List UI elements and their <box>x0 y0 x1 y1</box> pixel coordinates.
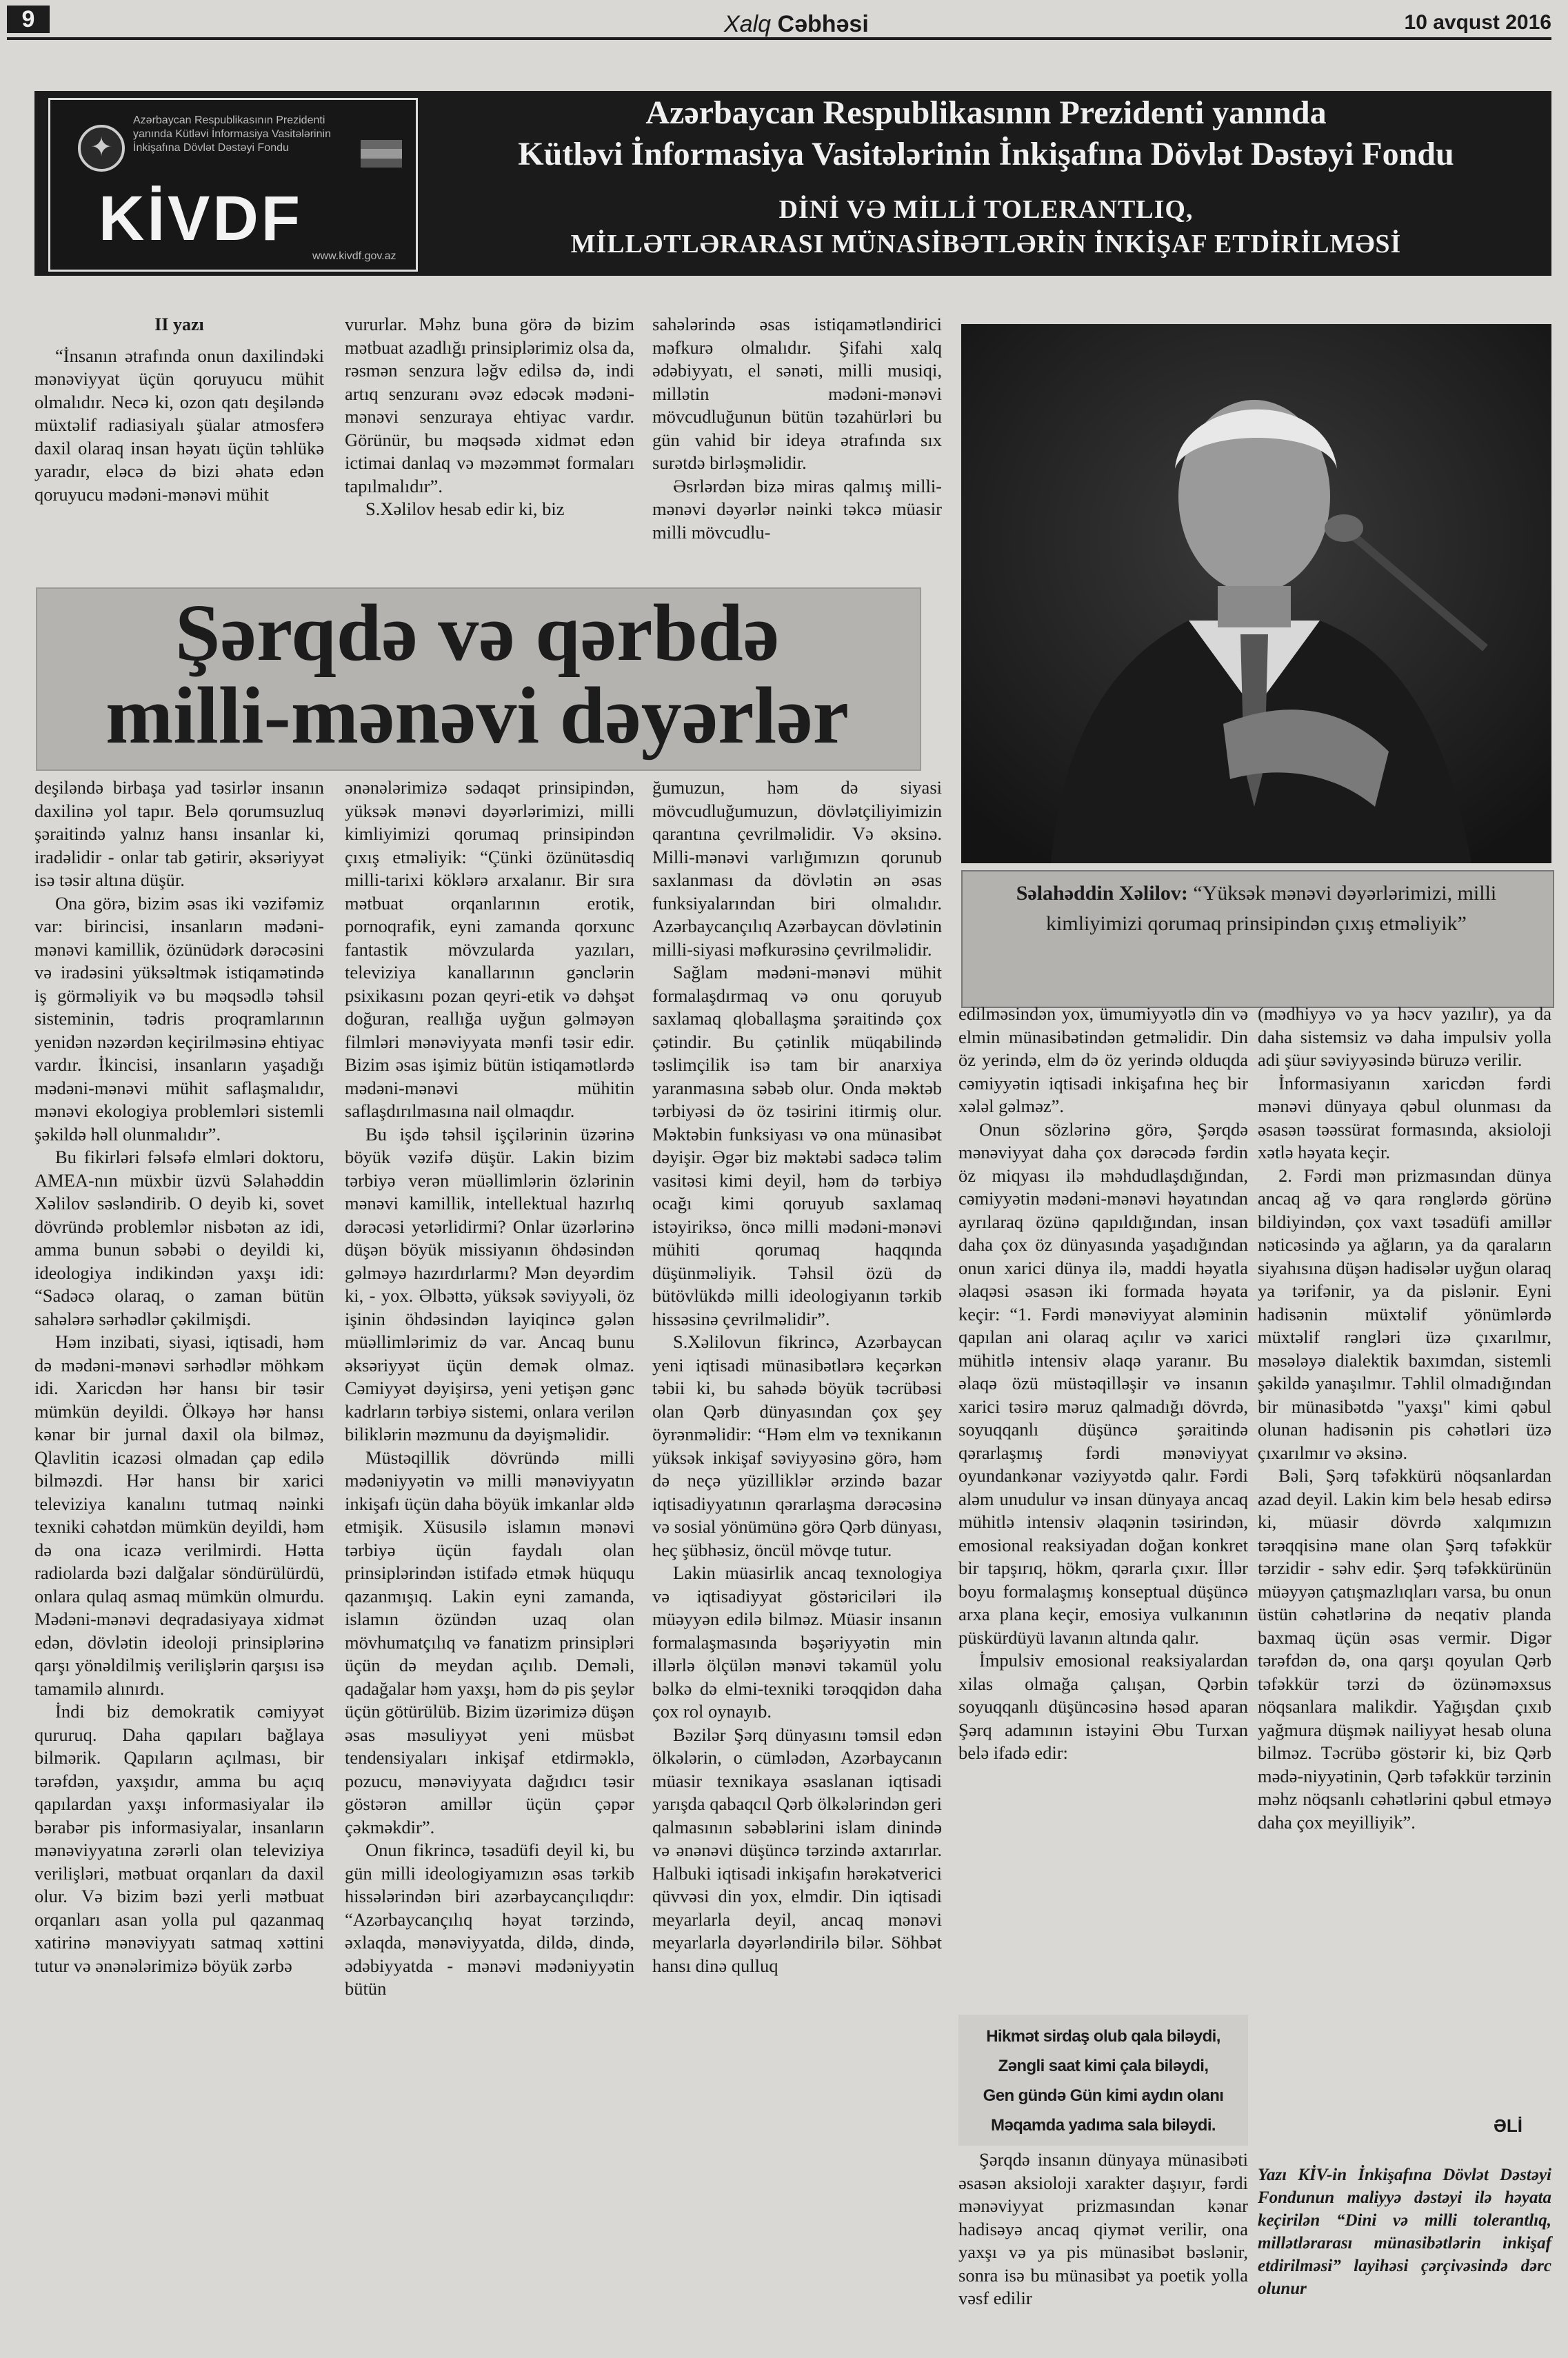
speaker-illustration <box>961 324 1551 863</box>
poem-quote: Hikmət sirdaş olub qala biləydi, Zəngli saat kimi çala biləydi, Gen gündə Gün kimi aydın olanı Məqamda yadıma sala biləydi. <box>983 2027 1224 2135</box>
column-3 <box>652 776 942 1977</box>
banner-line-2: Kütləvi İnformasiya Vasitələrinin İnkişafına Dövlət Dəstəyi Fondu <box>518 136 1454 172</box>
paragraph: Onun sözlərinə görə, Şərqdə mənəviyyat daha çox dərəcədə fərdin öz miqyası ilə məhdudlaşdığından, cəmiyyətin mədəni-mənəvi həyatından ayrılaraq özünə qapıldığından, insan daha çox öz dünyasında yaşadığından onun xarici dünya ilə, maddi həyatla əlaqəsi əsasən iki formada həyata keçir: “1. Fərdi mənəviyyat aləminin qapılan ani olaraq açılır və xarici mühitlə intensiv əlaqə yaranır. Bu əlaqə özü müstəqilləşir və insanın xarici təsirə məruz qalmadığı dövrdə, soyuqqanlı düşüncə şəraitində qərarlaşmış fərdi mənəviyyat oyundankənar vəziyyətdə qalır. Fərdi aləm unudulur və insan dünyaya ancaq mühitlə intensiv əlaqənin təsirindən, emosional reaksiyadan doğan konkret bir tapşırıq, hökm, qərarla çıxır. İllər boyu formalaşmış konseptual düşüncə arxa plana keçir, emosiya vulkanının püskürdüyü lavanın altında qalır. <box>958 1118 1248 1648</box>
paragraph: Onun fikrincə, təsadüfi deyil ki, bu gün milli ideologiyamızın əsas tərkib hissələrindən biri azərbaycançılıqdır: “Azərbaycançılıq həyat tərzində, əxlaqda, mənəviyyatda, dildə, dində, ədəbiyyatda - mənəvi mədəniyyətin bütün <box>345 1840 634 1999</box>
part-label: II yazı <box>154 314 204 334</box>
paragraph: “İnsanın ətrafında onun daxilindəki mənəviyyat üçün qoruyucu mühit olmalıdır. Necə ki, ozon qatı deşiləndə müxtəlif radiasiyalı şüalar atmosferə daxil olaraq insan həyatı üçün təhlükə yaradır, eləcə də bizi əhatə edən qoruyucu mədəni-mənəvi mühit <box>34 345 324 505</box>
paragraph: (mədhiyyə və ya həcv yazılır), ya da daha sistemsiz və daha impulsiv yolla adi şüur səviyyəsində büruzə verilir. <box>1258 1003 1551 1070</box>
column-2-top <box>345 313 634 521</box>
paragraph: Bəli, Şərq təfəkkürü nöqsanlardan azad deyil. Lakin kim belə hesab edirsə ki, müasir dövrdə xalqımızın tərəqqisinə mane olan Şərq təfəkkür tərzidir - səhv edir. Şərq təfəkkürünün müəyyən çatışmazlıqları varsa, bu onun üstün cəhətlərinə də neqativ planda baxmaq üçün əsas vermir. Digər tərəfdən də, ona qarşı qoyulan Qərb təfəkkür tərzi də özünəməxsus nöqsanlara malikdir. Yağışdan çıxıb yağmura düşmək nailiyyət hesab oluna bilməz. Təcrübə göstərir ki, biz Qərb mədə-niyyətinin, Qərb təfəkkür tərzinin məhz nöqsanlı cəhətlərini qəbul etməyə daha çox meyilliyik”. <box>1258 1465 1551 1833</box>
speaker-photo <box>961 324 1551 863</box>
paragraph: Bu işdə təhsil işçilərinin üzərinə böyük vəzifə düşür. Lakin bizim tərbiyə verən müəllimlərin özlərinin mənəvi kamillik, intellektual hazırlıq dərəcəsi yetərlidirmi? Onlar üzərlərinə düşən böyük missiyanın öhdəsindən gəlməyə hazırdırlarmı? Mən deyərdim ki, - yox. Əlbəttə, yüksək səviyyəli, öz işinin öhdəsindən layiqincə gələn müəllimlərimiz də var. Ancaq bunu əksəriyyət üçün demək olmaz. Cəmiyyət dəyişirsə, yeni yetişən gənc kadrların tərbiyə sistemi, onlara verilən biliklərin məzmunu da dəyişməlidir. <box>345 1123 634 1444</box>
paragraph: Sağlam mədəni-mənəvi mühit formalaşdırmaq və onu qoruyub saxlamaq qloballaşma şəraitində çox çətindir. Bu çətinlik müqabilində təslimçilik isə tam bir anarxiya yaranmasına səbəb olur. Onda məktəb tərbiyəsi də öz təsirini itirmiş olur. Məktəbin funksiyası və ona münasibət dəyişir. Əgər biz məktəbi sadəcə təlim vasitəsi kimi deyil, həm də tərbiyə ocağı kimi qoruyub saxlamaq istəyiriksə, öncə milli mədəni-mənəvi mühiti qorumaq haqqında düşünməliyik. Təhsil özü də bütövlükdə milli ideologiyanın tərkib hissəsinə çevrilməlidir”. <box>652 962 942 1329</box>
paragraph: Həm inzibati, siyasi, iqtisadi, həm də mədəni-mənəvi sərhədlər möhkəm idi. Xaricdən hər hansı bir təsir mümkün deyildi. Ölkəyə hər hansı kənar bir jurnal daxil ola bilməz, Qlavlitin icazəsi olmadan çap edilə bilməzdi. Hər hansı bir xarici televiziya kanalını tutmaq nəinki texniki cəhətdən mümkün deyildi, həm də ona icazə verilmirdi. Hətta radiolarda bəzi dalğalar söndürülürdü, onlara qulaq asmaq mümkün olmurdu. Mədəni-mənəvi deqradasiyaya xidmət edən, dövlətin ideoloji prinsiplərinə qarşı yönəldilmiş verilişlərin qarşısı isə tamamilə alınırdı. <box>34 1331 324 1699</box>
newspaper-title: Xalq Cəbhəsi <box>724 11 869 37</box>
paragraph: edilməsindən yox, ümumiyyətlə din və elmin münasibətindən getməlidir. Din öz yerində, elm də öz yerində olduqda cəmiyyətin iqtisadi inkişafına heç bir xələl gəlməz”. <box>958 1003 1248 1116</box>
paragraph: vururlar. Məhz buna görə də bizim mətbuat azadlığı prinsiplərimiz olsa da, rəsmən senzura ləğv edilsə də, indi artıq senzuranı əvəz edəcək mədəni-mənəvi senzuraya ehtiyac vardır. Görünür, bu məqsədə xidmət edən ictimai danlaq və məzəmmət formaları tapılmalıdır”. <box>345 314 634 496</box>
paragraph: sahələrində əsas istiqamətləndirici məfkurə olmalıdır. Şifahi xalq ədəbiyyatı, el sənəti, milli musiqi, millətin mədəni-mənəvi mövcudluğunun bütün təzahürləri bu gün vahid bir ideya ətrafında sıx surətdə birləşməlidir. <box>652 314 942 473</box>
page-number: 9 <box>7 6 50 33</box>
paragraph: ənənələrimizə sədaqət prinsipindən, yüksək mənəvi dəyərlərimizi, milli kimliyimizi qorumaq prinsipindən çıxış etməliyik: “Çünki özünütəsdiq milli-tarixi köklərə arxalanır. Bir sıra mətbuat orqanlarının erotik, pornoqrafik, eyni zamanda qorxunc fantastik mövzularda yazıları, televiziya kanallarının gənclərin psixikasını pozan qeyri-etik və dəhşət doğuran, reallığa uyğun gəlməyən filmləri mənəviyyata mənfi təsir edir. Bizim əsas işimiz bütün istiqamətlərdə mədəni-mənəvi mühitin saflaşdırılmasına nail olmaqdır. <box>345 777 634 1121</box>
paragraph: Lakin müasirlik ancaq texnologiya və iqtisadiyyat göstəriciləri ilə müəyyən edilə bilməz. Müasir insanın formalaşmasında bəşəriyyətin min illərlə ölçülən mənəvi təkamül yolu bəlkə də elmi-texniki tərəqqidən daha çox rol oynayıb. <box>652 1562 942 1722</box>
banner-line-3: DİNİ VƏ MİLLİ TOLERANTLIQ, <box>778 195 1194 224</box>
logo-url: www.kivdf.gov.az <box>312 250 396 262</box>
paragraph: ğumuzun, həm də siyasi mövcudluğumuzun, dövlətçiliyimizin qarantına çevrilməlidir. Və əksinə. Milli-mənəvi varlığımızın qorunub saxlanması da dövlətin ən əsas funksiyalarından biri olmalıdır. Azərbaycançılıq Azərbaycan dövlətinin milli-siyasi məfkurəsinə çevrilməlidir. <box>652 777 942 960</box>
project-footnote: Yazı KİV-in İnkişafına Dövlət Dəstəyi Fondunun maliyyə dəstəyi ilə həyata keçirilən “Dini və milli tolerantlıq, millətlərarası münasibətlərin inkişaf etdirilməsi” layihəsi çərçivəsində dərc olunur <box>1258 2166 1551 2298</box>
issue-date: 10 avqust 2016 <box>1404 11 1551 34</box>
paragraph: İmpulsiv emosional reaksiyalardan xilas olmağa çalışan, Qərbin soyuqqanlı düşüncəsinə həsəd aparan Şərq adamının istəyini Əbu Turxan belə ifadə edir: <box>958 1650 1248 1763</box>
paragraph: İnformasiyanın xaricdən fərdi mənəvi dünyaya qəbul olunması da əsasən təəssürat formasında, aksioloji xətlə həyata keçir. <box>1258 1072 1551 1162</box>
banner-line-4: MİLLƏTLƏRARASI MÜNASİBƏTLƏRİN İNKİŞAF ETDİRİLMƏSİ <box>570 230 1402 259</box>
paragraph: Əsrlərdən bizə miras qalmış milli-mənəvi dəyərlər nəinki təkcə müasir milli mövcudlu- <box>652 475 942 543</box>
column-3-top <box>652 313 942 544</box>
paragraph: S.Xəlilov hesab edir ki, biz <box>365 498 565 519</box>
column-4 <box>958 1002 1248 1765</box>
paragraph: Bəzilər Şərq dünyasını təmsil edən ölkələrin, o cümlədən, Azərbaycanın müasir texnikaya əsaslanan iqtisadi yarışda qabaqcıl Qərb ölkələrindən geri qalmasının səbəblərini islam dinində və ənənəvi düşüncə tərzində axtarırlar. Halbuki iqtisadi inkişafın hərəkətverici qüvvəsi din yox, elmdir. Din iqtisadi meyarlarla deyil, ancaq mənəvi meyarlarla dəyərləndirilə bilər. Söhbət hansı dinə qulluq <box>652 1724 942 1976</box>
photo-caption: Səlahəddin Xəlilov: “Yüksək mənəvi dəyərlərimizi, milli kimliyimizi qorumaq prinsipindən çıxış etməliyik” <box>1016 882 1497 935</box>
paragraph: Şərqdə insanın dünyaya münasibəti əsasən aksioloji xarakter daşıyır, fərdi mənəviyyat prizmasından kənar hadisəyə ancaq qiymət verilir, ona yaxşı və ya pis münasibət bəslənir, sonra isə bu münasibət ya poetik yolla vəsf edilir <box>958 2149 1248 2308</box>
state-emblem-icon <box>78 125 125 172</box>
banner-line-1: Azərbaycan Respublikasının Prezidenti yanında <box>645 94 1327 131</box>
logo-small-text: Azərbaycan Respublikasının Prezidenti yanında Kütləvi İnformasiya Vasitələrinin İnkişafına Dövlət Dəstəyi Fondu <box>133 114 331 154</box>
flag-icon <box>361 140 402 168</box>
column-1 <box>34 776 324 1977</box>
column-2 <box>345 776 634 2001</box>
author-signature: ƏLİ <box>1494 2115 1522 2136</box>
fund-banner <box>34 91 1551 276</box>
paragraph: Müstəqillik dövründə milli mədəniyyətin və milli mənəviyyatın inkişafı üçün daha böyük imkanlar əldə etmişik. Xüsusilə islamın mənəvi tərbiyə üçün faydalı olan prinsiplərindən istifadə etmək hüququ qazanmışıq. Lakin eyni zamanda, islamın özündən uzaq olan mövhumatçılıq və fanatizm prinsipləri üçün də meydan açılıb. Deməli, qadağalar həm yaxşı, həm də pis şeylər üçün götürülüb. Bizim üzərimizə düşən əsas məsuliyyət yeni müsbət tendensiyaları inkişaf etdirməklə, pozucu, mənəviyyata dağıdıcı təsir göstərən amillər üçün çəpər çəkməkdir”. <box>345 1447 634 1837</box>
paragraph: S.Xəlilovun fikrincə, Azərbaycan yeni iqtisadi münasibətlərə keçərkən təbii ki, bu sahədə böyük təcrübəsi olan Qərb dünyasından çox şey öyrənməlidir: “Həm elm və texnikanın yüksək inkişaf səviyyəsinə görə, həm də neçə yüzilliklər ərzində bazar iqtisadiyyatının qərarlaşma dərəcəsinə və sosial yönümünə görə Qərb dünyası, heç şübhəsiz, öncül mövqe tutur. <box>652 1331 942 1560</box>
kivdf-logo <box>48 98 418 272</box>
logo-wordmark: KİVDF <box>99 183 303 254</box>
paragraph: deşiləndə birbaşa yad təsirlər insanın daxilinə yol tapır. Belə qorumsuzluq şəraitində yalnız hansı insanlar ki, iradəlidir - onlar tab gətirir, əksəriyyət isə təsir altına düşür. <box>34 777 324 890</box>
paragraph: Ona görə, bizim əsas iki vəzifəmiz var: birincisi, insanların mədəni-mənəvi kamillik, özünüdərk dərəcəsini və iradəsini yüksəltmək istiqamətində iş görməliyik və bu məqsədlə təhsil sisteminin, tədris proqramlarının yenidən nəzərdən keçirilməsinə ehtiyac vardır. İkincisi, insanların yaşadığı mədəni-mənəvi mühit saflaşmalıdır, mənəvi ekologiya problemləri sistemli şəkildə həll olunmalıdır”. <box>34 892 324 1145</box>
article-headline: Şərqdə və qərbdə milli-mənəvi dəyərlər <box>105 587 849 760</box>
paragraph: İndi biz demokratik cəmiyyət qururuq. Daha qapıları bağlaya bilmərik. Qapıların açılması, bir tərəfdən, yaxşıdır, amma bu açıq qapılardan yaxşı informasiyalar ilə bərabər pis informasiyalar, insanların mənəviyyatına zərərli olan televiziya verilişləri, mətbuat orqanları da daxil olur. Və bizim bəzi yerli mətbuat orqanları asan yolla pul qazanmaq xatirinə mənəviyyatı satmaq xəttini tutur və ənənələrimizə böyük zərbə <box>34 1701 324 1976</box>
column-1-top <box>34 313 324 506</box>
paragraph: 2. Fərdi mən prizmasından dünya ancaq ağ və qara rənglərdə görünə bildiyindən, çox vaxt təsadüfi amillər nəticəsində ya ağların, ya da qaraların siyahısına düşən hadisələr uyğun olaraq ya tərifənir, ya da pislənir. Eyni hadisənin müxtəlif yönümlərdə müxtəlif rəngləri üzə çıxarılmır, məsələyə dialektik baxımdan, sistemli şəkildə yanaşılmır. Təhlil olmadığından bir münasibətdə "yaxşı" kimi qəbul olunan hadisənin pis cəhətləri üzə çıxarılmır və əksinə. <box>1258 1165 1551 1463</box>
column-4-bottom <box>958 2148 1248 2310</box>
paragraph: Bu fikirləri fəlsəfə elmləri doktoru, AMEA-nın müxbir üzvü Səlahəddin Xəlilov səsləndirib. O deyib ki, sovet dövründə problemlər nisbətən az idi, amma bunun səbəbi o deyildi ki, ideologiya indikindən yaxşı idi: “Sadəcə olaraq, o zaman bütün sahələrə sərhədlər çəkilmişdi. <box>34 1147 324 1329</box>
column-5 <box>1258 1002 1551 1834</box>
